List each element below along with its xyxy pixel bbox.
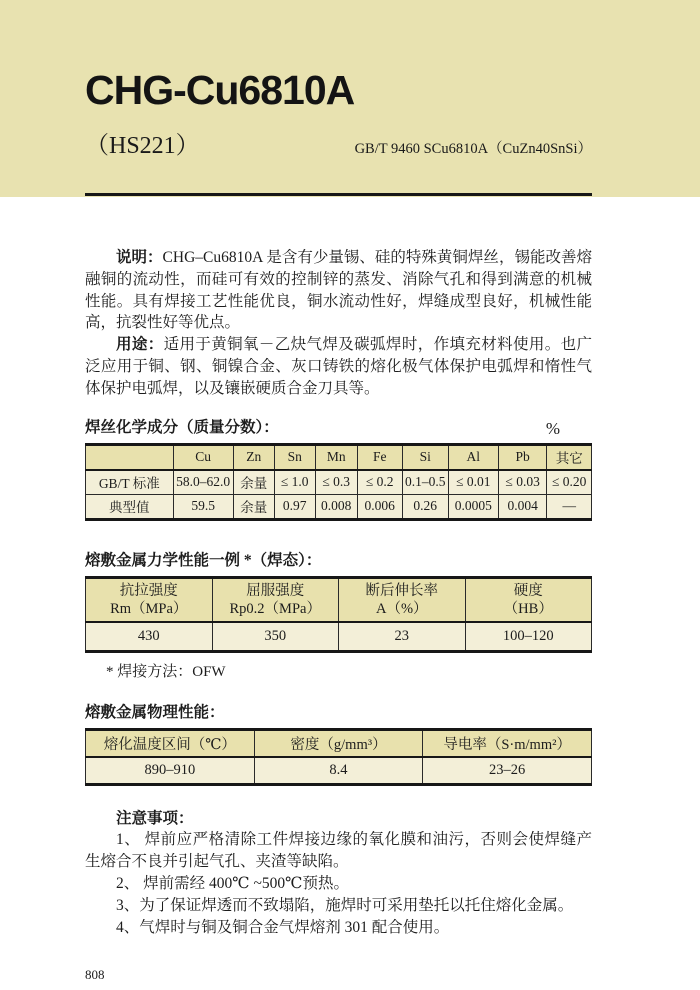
page-number: 808: [85, 967, 105, 982]
chem-cell: ≤ 0.20: [547, 470, 592, 495]
note-item-4: 4、气焊时与铜及铜合金气焊熔剂 301 配合使用。: [116, 918, 450, 936]
chem-row-label: 典型值: [86, 494, 174, 519]
chem-col-header: Cu: [173, 444, 233, 470]
mech-values-row: [86, 622, 592, 652]
note-item-2: 2、 焊前需经 400℃ ~500℃预热。: [116, 874, 349, 892]
mech-header-line2: A（%）: [375, 600, 428, 617]
phys-cell: 890–910: [86, 757, 255, 785]
mechanical-title-row: [85, 550, 592, 572]
chem-cell: 0.1–0.5: [402, 470, 448, 495]
chem-col-header: Pb: [498, 444, 547, 470]
mech-col-header: [212, 577, 339, 622]
notes-section: [85, 808, 592, 939]
usage-text: 适用于黄铜氧－乙炔气焊及碳弧焊时，作填充材料使用。也广泛应用于铜、钢、铜镍合金、灰口铸铁的熔化极气体保护电弧焊和惰性气体保护电弧焊，以及镶嵌硬质合金刀具等。: [85, 336, 592, 397]
chem-cell: 58.0–62.0: [173, 470, 233, 495]
mech-cell: 23: [339, 622, 466, 652]
chemical-composition-title-row: [85, 417, 592, 439]
chem-row-gbt: [86, 470, 592, 495]
mech-header-line1: 屈服强度: [246, 582, 305, 599]
hs-code: （HS221）: [85, 133, 200, 159]
chem-cell: ≤ 0.3: [315, 470, 357, 495]
mech-col-header: [339, 577, 466, 622]
chemical-composition-unit: %: [545, 418, 560, 438]
note-item-1: 1、 焊前应严格清除工件焊接边缘的氧化膜和油污，否则会使焊缝产生熔合不良并引起气孔、夹渣等缺陷。: [85, 831, 592, 871]
mech-cell: 100–120: [465, 622, 592, 652]
mech-header-line2: Rp0.2（MPa）: [229, 600, 321, 617]
chem-cell: 余量: [233, 494, 274, 519]
chem-col-header: [86, 444, 174, 470]
chem-cell: 0.006: [357, 494, 402, 519]
physical-title: 熔敷金属物理性能：: [85, 703, 225, 721]
page-content: [0, 247, 700, 938]
mech-header-line1: 硬度: [513, 582, 543, 599]
chem-cell: ≤ 1.0: [274, 470, 315, 495]
chem-header-row: [86, 444, 592, 470]
chem-cell: 余量: [233, 470, 274, 495]
chem-cell: ≤ 0.01: [448, 470, 498, 495]
mech-header-line2: Rm（MPa）: [110, 600, 188, 617]
mech-col-header: [86, 577, 213, 622]
chem-cell: 0.26: [402, 494, 448, 519]
notes-title: 注意事项：: [116, 809, 194, 827]
usage-paragraph: [85, 334, 592, 399]
physical-properties-table: [85, 728, 592, 786]
chem-row-typical: [86, 494, 592, 519]
product-title: CHG-Cu6810A: [85, 67, 355, 113]
chem-cell: ≤ 0.2: [357, 470, 402, 495]
description-paragraph: [85, 247, 592, 334]
physical-title-row: [85, 702, 592, 724]
phys-col-header: 导电率（S·m/mm²）: [423, 729, 592, 757]
chem-cell: ≤ 0.03: [498, 470, 547, 495]
chemical-composition-table: [85, 443, 592, 521]
description-label: 说明：: [116, 249, 163, 266]
mech-header-line2: （HB）: [503, 600, 553, 617]
chem-cell: —: [547, 494, 592, 519]
mechanical-title: 熔敷金属力学性能一例 *（焊态）：: [85, 551, 322, 569]
mech-header-line1: 断后伸长率: [365, 582, 438, 599]
phys-values-row: [86, 757, 592, 785]
phys-cell: 23–26: [423, 757, 592, 785]
mech-cell: 350: [212, 622, 339, 652]
chem-cell: 0.0005: [448, 494, 498, 519]
chem-col-header: Sn: [274, 444, 315, 470]
chem-col-header: Al: [448, 444, 498, 470]
note-item-3: 3、为了保证焊透而不致塌陷，施焊时可采用垫托以托住熔化金属。: [116, 896, 574, 914]
chem-col-header: Si: [402, 444, 448, 470]
phys-cell: 8.4: [254, 757, 423, 785]
mech-header-line1: 抗拉强度: [119, 582, 178, 599]
chem-col-header: Fe: [357, 444, 402, 470]
phys-col-header: 熔化温度区间（℃）: [86, 729, 255, 757]
chem-col-header: Mn: [315, 444, 357, 470]
mechanical-properties-table: [85, 576, 592, 653]
page-header: [0, 0, 700, 197]
mech-header-row: [86, 577, 592, 622]
chemical-composition-title: 焊丝化学成分（质量分数）：: [85, 418, 279, 436]
phys-header-row: [86, 729, 592, 757]
chem-row-label: GB/T 标准: [86, 470, 174, 495]
chem-cell: 59.5: [173, 494, 233, 519]
header-subtitle-row: [85, 125, 592, 160]
usage-label: 用途：: [116, 336, 164, 354]
chem-cell: 0.004: [498, 494, 547, 519]
phys-col-header: 密度（g/mm³）: [254, 729, 423, 757]
header-divider: [85, 193, 592, 196]
standard-code: GB/T 9460 SCu6810A（CuZn40SnSi）: [354, 141, 592, 157]
mech-cell: 430: [86, 622, 213, 652]
chem-col-header: 其它: [547, 444, 592, 470]
chem-cell: 0.97: [274, 494, 315, 519]
mechanical-footnote: * 焊接方法：OFW: [106, 663, 226, 680]
chem-col-header: Zn: [233, 444, 274, 470]
mech-col-header: [465, 577, 592, 622]
chem-cell: 0.008: [315, 494, 357, 519]
description-text: CHG–Cu6810A 是含有少量锡、硅的特殊黄铜焊丝，锡能改善熔融铜的流动性，而硅可有效的控制锌的蒸发、消除气孔和得到满意的机械性能。具有焊接工艺性能优良，铜水流动性好，焊缝成型良好，机械性能高，抗裂性好等优点。: [85, 249, 592, 332]
